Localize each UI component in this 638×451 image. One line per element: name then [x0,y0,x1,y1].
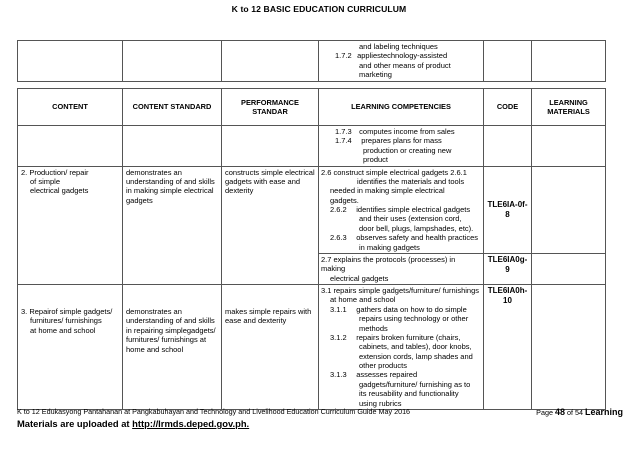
header-row [18,89,606,126]
competency-cell: 1.7.3 computes income from sales 1.7.4 prepares plans for mass production or creating new product [319,126,484,167]
table-row [18,126,606,167]
materials-cell [532,285,606,410]
performance-standard-cell [222,41,319,82]
materials-cell [532,166,606,253]
footer [17,407,623,416]
curriculum-table [17,88,606,410]
column-header: PERFORMANCE STANDAR [222,89,319,126]
table-row [18,285,606,410]
footer-text: K to 12 Edukasyong Pantahanan at Pangkabuhayan and Technology and Livelihood Education Curriculum Guide May 2016 [17,407,411,416]
competency-cell: 2.6 construct simple electrical gadgets 2.6.1 identifies the materials and tools needed in making simple electrical gadgets. 2.6.2 identifies simple electrical gadgets and their uses (extension cord, door bell, plugs, lampshades, etc). 2.6.3 observes safety and health practices in making gadgets [319,166,484,253]
code-cell: TLE6IA0g-9 [484,253,532,284]
content-cell: 3. Repairof simple gadgets/ furnitures/ furnishings at home and school [18,285,123,410]
competency-cell: 2.7 explains the protocols (processes) in making electrical gadgets [319,253,484,284]
page-number: Page 48 of 54 Learning [536,407,623,417]
column-header: LEARNING MATERIALS [532,89,606,126]
performance-standard-cell: constructs simple electrical gadgets with ease and dexterity [222,166,319,285]
column-header: CONTENT STANDARD [123,89,222,126]
table-row [18,41,606,82]
code-cell: TLE6IA-0f- 8 [484,166,532,253]
column-header: LEARNING COMPETENCIES [319,89,484,126]
column-header: CODE [484,89,532,126]
competency-cell: 3.1 repairs simple gadgets/furniture/ furnishings at home and school 3.1.1 gathers data on how to do simple repairs using technology or other methods 3.1.2 repairs broken furniture (chairs, cabinets, and tables), door knobs, extension cords, lamp shades and other products 3.1.3 assesses repaired gadgets/furniture/ furnishing as to its reusability and functionality using rubrics [319,285,484,410]
competency-cell: and labeling techniques 1.7.2 appliestechnology-assisted and other means of product marketing [319,41,484,82]
materials-note: Materials are uploaded at http://lrmds.deped.gov.ph. [17,418,250,429]
table-row [18,166,606,253]
page-title: K to 12 BASIC EDUCATION CURRICULUM [231,4,407,14]
content-cell: 2. Production/ repair of simple electrical gadgets [18,166,123,285]
content-standard-cell [123,41,222,82]
lrmds-link[interactable]: http://lrmds.deped.gov.ph. [132,418,250,429]
code-cell [484,41,532,82]
column-header: CONTENT [18,89,123,126]
content-cell [18,41,123,82]
content-standard-cell: demonstrates an understanding of and skills in repairing simplegadgets/ furnitures/ furnishings at home and school [123,285,222,410]
materials-cell [532,41,606,82]
content-standard-cell: demonstrates an understanding of and skills in making simple electrical gadgets [123,166,222,285]
materials-cell [532,253,606,284]
code-cell: TLE6IA0h-10 [484,285,532,410]
performance-standard-cell: makes simple repairs with ease and dexterity [222,285,319,410]
continuation-table [17,40,606,82]
